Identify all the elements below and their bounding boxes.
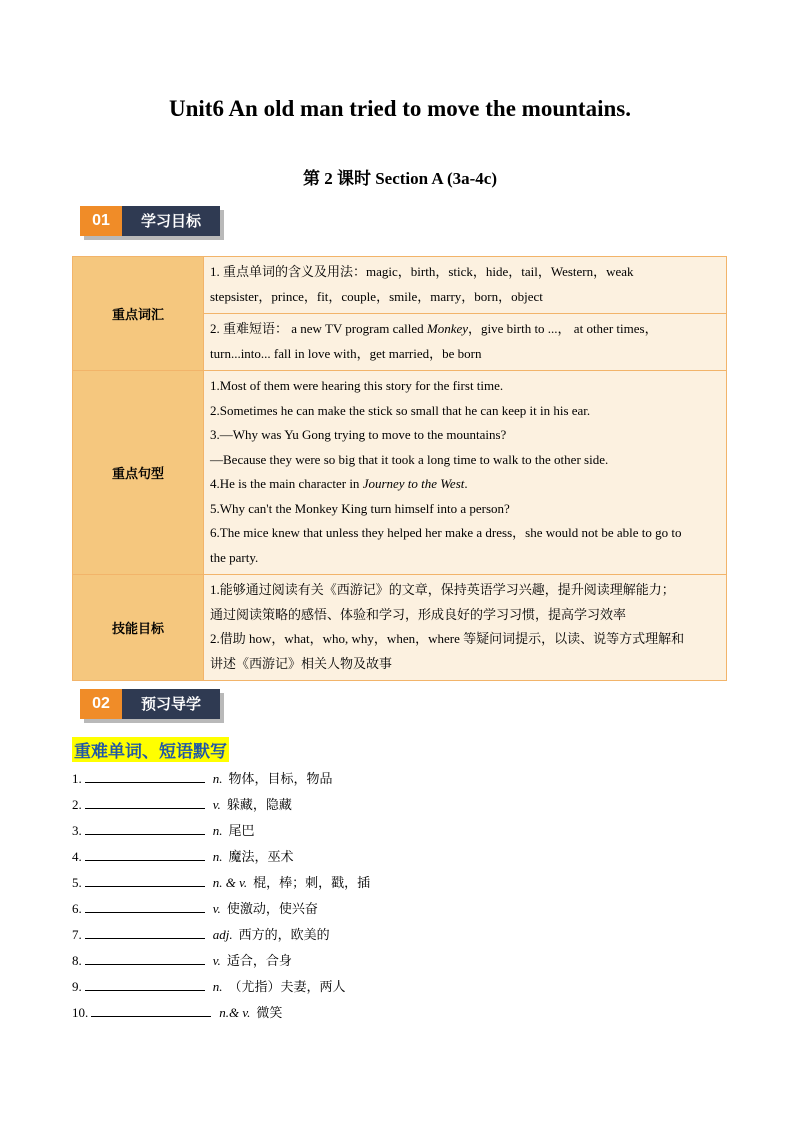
part-of-speech: adj. (212, 927, 233, 942)
vocab-phrases-cell (204, 314, 727, 371)
sentence-text: 4.He is the main character in (210, 476, 363, 491)
answer-blank[interactable] (85, 950, 205, 965)
item-number: 1. (72, 771, 82, 786)
document-title: Unit6 An old man tried to move the mountains. (169, 96, 631, 121)
list-item (72, 768, 370, 794)
sentences-cell (204, 371, 727, 575)
vocab-words-line: stepsister，prince，fit，couple，smile，marry，born，object (210, 288, 543, 304)
answer-blank[interactable] (91, 1002, 211, 1017)
answer-blank[interactable] (85, 898, 205, 913)
sentence-line: the party. (210, 549, 259, 565)
badge-number: 02 (80, 689, 122, 719)
skill-line: 1.能够通过阅读有关《西游记》的文章，保持英语学习兴趣，提升阅读理解能力； (210, 582, 675, 597)
sentence-line: 3.—Why was Yu Gong trying to move to the mountains? (210, 427, 507, 442)
list-item (72, 846, 370, 872)
part-of-speech: n. (212, 823, 223, 838)
meaning: 适合，合身 (226, 954, 292, 969)
answer-blank[interactable] (85, 768, 205, 783)
learning-goals-table (72, 256, 727, 681)
list-item (72, 794, 370, 820)
item-number: 9. (72, 979, 82, 994)
meaning: 尾巴 (228, 824, 255, 839)
vocab-phrases-line (210, 317, 720, 342)
phrase-title-italic: Monkey (426, 321, 469, 336)
part-of-speech: v. (212, 797, 221, 812)
sentence-text: . (464, 476, 468, 491)
sentence-line: 5.Why can't the Monkey King turn himself into a person? (210, 500, 510, 516)
item-number: 6. (72, 901, 82, 916)
part-of-speech: n. & v. (212, 875, 248, 890)
item-number: 3. (72, 823, 82, 838)
answer-blank[interactable] (85, 820, 205, 835)
list-item (72, 950, 370, 976)
part-of-speech: n.& v. (219, 1005, 251, 1020)
vocab-phrases-line: turn...into... fall in love with，get married，be born (210, 345, 482, 361)
list-item (72, 976, 370, 1002)
sentence-line: —Because they were so big that it took a long time to walk to the other side. (210, 451, 609, 467)
answer-blank[interactable] (85, 794, 205, 809)
sentence-line: 6.The mice knew that unless they helped her make a dress，she would not be able to go to (210, 525, 682, 540)
item-number: 10. (72, 1005, 89, 1020)
part-of-speech: v. (212, 901, 221, 916)
vocab-words-line: 1. 重点单词的含义及用法：magic，birth，stick，hide，tail，Western，weak (210, 264, 634, 279)
sentence-line (210, 472, 720, 497)
vocab-header: 重点词汇 (73, 257, 204, 371)
list-item (72, 820, 370, 846)
badge-label: 预习导学 (122, 689, 220, 719)
list-item (72, 924, 370, 950)
meaning: 物体，目标，物品 (228, 772, 333, 787)
section-badge-preview (80, 689, 224, 723)
answer-blank[interactable] (85, 872, 205, 887)
list-item (72, 1002, 370, 1028)
sentence-line: 1.Most of them were hearing this story for the first time. (210, 378, 504, 393)
answer-blank[interactable] (85, 924, 205, 939)
vocab-dictation-title: 重难单词、短语默写 (72, 737, 229, 762)
phrase-text: 2. 重难短语： a new TV program called (210, 321, 427, 336)
item-number: 2. (72, 797, 82, 812)
meaning: 棍，棒；刺，戳，插 (253, 876, 371, 891)
skill-line: 通过阅读策略的感悟、体验和学习，形成良好的学习习惯，提高学习效率 (210, 606, 627, 622)
list-item (72, 872, 370, 898)
list-item (72, 898, 370, 924)
part-of-speech: v. (212, 953, 221, 968)
skills-cell (204, 575, 727, 681)
skill-line: 讲述《西游记》相关人物及故事 (210, 655, 393, 671)
badge-number: 01 (80, 206, 122, 236)
skill-line: 2.借助 how，what，who, why，when，where 等疑问词提示，以读、说等方式理解和 (210, 631, 685, 646)
meaning: 使激动，使兴奋 (226, 902, 318, 917)
vocab-words-cell (204, 257, 727, 314)
part-of-speech: n. (212, 771, 223, 786)
section-badge-goals (80, 206, 224, 240)
skills-header: 技能目标 (73, 575, 204, 681)
phrase-text: ，give birth to ...， at other times， (468, 321, 658, 336)
lesson-subtitle: 第 2 课时 Section A (3a-4c) (302, 169, 498, 188)
part-of-speech: n. (212, 849, 223, 864)
sentence-line: 2.Sometimes he can make the stick so small that he can keep it in his ear. (210, 402, 591, 418)
sentences-header: 重点句型 (73, 371, 204, 575)
answer-blank[interactable] (85, 976, 205, 991)
meaning: 微笑 (256, 1006, 283, 1021)
meaning: 西方的，欧美的 (238, 928, 330, 943)
meaning: （尤指）夫妻，两人 (228, 980, 346, 995)
part-of-speech: n. (212, 979, 223, 994)
badge-label: 学习目标 (122, 206, 220, 236)
answer-blank[interactable] (85, 846, 205, 861)
item-number: 8. (72, 953, 82, 968)
item-number: 4. (72, 849, 82, 864)
vocab-dictation-list (72, 768, 370, 1028)
book-title-italic: Journey to the West (362, 476, 465, 491)
meaning: 躲藏，隐藏 (226, 798, 292, 813)
item-number: 5. (72, 875, 82, 890)
meaning: 魔法，巫术 (228, 850, 294, 865)
item-number: 7. (72, 927, 82, 942)
